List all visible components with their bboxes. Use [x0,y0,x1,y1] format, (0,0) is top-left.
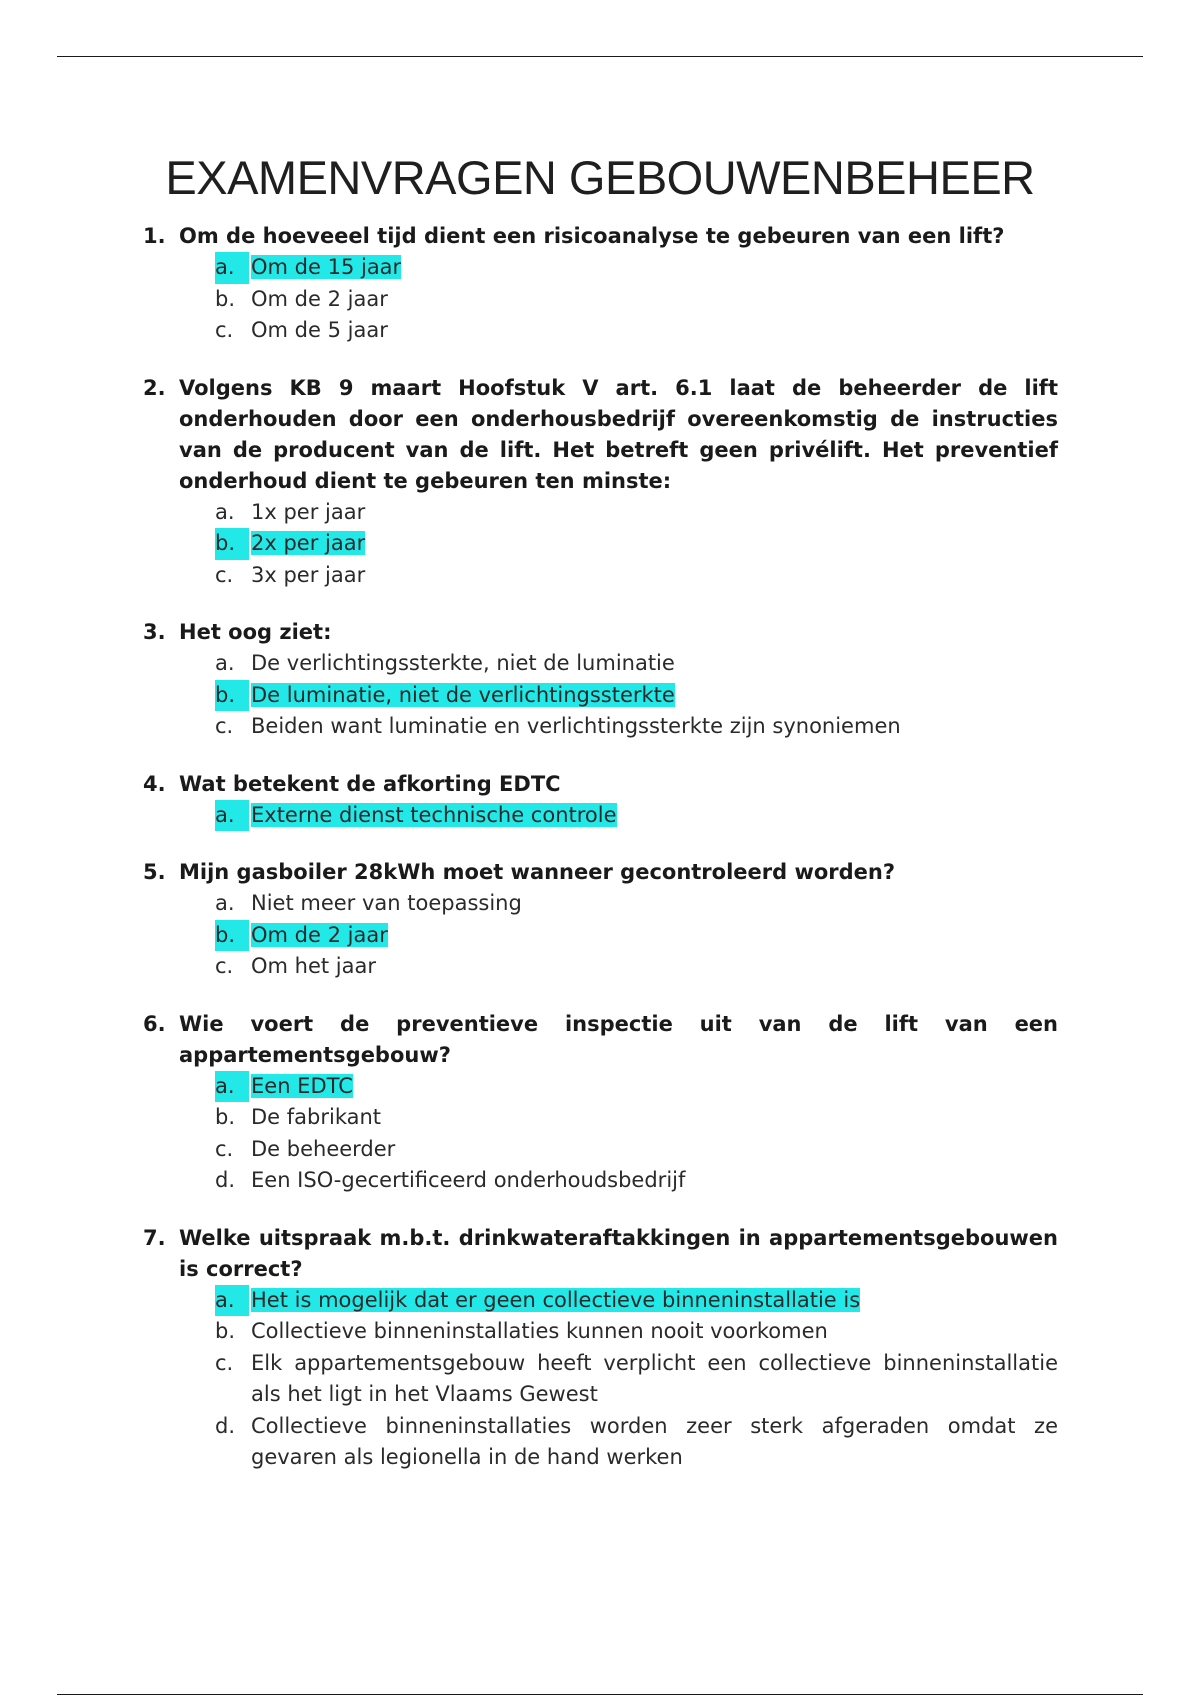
question-number: 3. [143,620,166,644]
question-item [143,1009,1058,1197]
answer-text: 3x per jaar [251,562,366,587]
question-text: Volgens KB 9 maart Hoofstuk V art. 6.1 laat de beheerder de lift onderhouden door een onderhousbedrijf overeenkomstig de instructies van de producent van de lift. Het betreft geen privélift. Het preventief onderhoud dient te gebeuren ten minste: [179,375,1058,493]
answer-letter: c. [215,714,234,738]
answer-text: Om het jaar [251,954,377,978]
answer-letter: a. [215,800,249,832]
answer-list [179,1071,1058,1197]
answer-letter: d. [215,1168,236,1192]
answer-letter: c. [215,562,234,587]
question-number: 4. [143,771,166,796]
answer-text: De luminatie, niet de verlichtingssterkte [251,682,675,707]
answer-option [215,648,1058,680]
answer-letter: a. [215,891,235,915]
question-item [143,769,1058,832]
answer-letter: c. [215,1136,234,1161]
answer-option [215,1316,1058,1348]
question-item [143,221,1058,347]
question-number: 5. [143,860,166,884]
answer-option [215,1165,1058,1197]
answer-list [179,800,1058,832]
question-text: Wat betekent de afkorting EDTC [179,771,561,796]
question-text: Het oog ziet: [179,620,332,644]
answer-text: De beheerder [251,1136,396,1161]
answer-option [215,497,1058,529]
answer-text: Een ISO-gecertificeerd onderhoudsbedrijf [251,1168,686,1192]
answer-option [215,560,1058,592]
answer-text: Om de 15 jaar [251,255,402,279]
answer-text: Niet meer van toepassing [251,891,522,915]
answer-option [215,1411,1058,1474]
answer-option [215,888,1058,920]
answer-text: Om de 2 jaar [251,922,388,947]
answer-letter: d. [215,1413,236,1438]
question-list [143,221,1058,1500]
answer-option [215,1348,1058,1411]
question-item [143,1223,1058,1474]
answer-text: Om de 2 jaar [251,286,388,311]
answer-letter: a. [215,252,249,284]
answer-text: De verlichtingssterkte, niet de luminatie [251,651,675,675]
answer-list [179,888,1058,983]
question-text: Welke uitspraak m.b.t. drinkwateraftakkingen in appartementsgebouwen is correct? [179,1225,1058,1281]
answer-option [215,951,1058,983]
answer-list [179,497,1058,592]
answer-option-correct [215,1285,1058,1317]
answer-text: 2x per jaar [251,531,366,555]
answer-list [179,1285,1058,1474]
answer-option-correct [215,920,1058,952]
answer-letter: b. [215,528,249,560]
question-text: Mijn gasboiler 28kWh moet wanneer gecontroleerd worden? [179,860,896,884]
answer-letter: a. [215,651,235,675]
answer-text: Externe dienst technische controle [251,802,617,827]
question-number: 2. [143,375,166,400]
answer-letter: c. [215,318,234,342]
answer-option-correct [215,800,1058,832]
question-number: 1. [143,224,166,248]
question-number: 6. [143,1011,166,1036]
answer-list [179,252,1058,347]
answer-text: Het is mogelijk dat er geen collectieve binneninstallatie is [251,1287,861,1312]
answer-text: 1x per jaar [251,499,366,524]
question-text: Om de hoeveeel tijd dient een risicoanalyse te gebeuren van een lift? [179,224,1005,248]
answer-option [215,1134,1058,1166]
answer-letter: a. [215,1285,249,1317]
answer-text: Elk appartementsgebouw heeft verplicht een collectieve binneninstallatie als het ligt in het Vlaams Gewest [251,1350,1058,1406]
answer-option [215,711,1058,743]
answer-letter: b. [215,680,249,712]
answer-text: Collectieve binneninstallaties kunnen nooit voorkomen [251,1319,828,1343]
answer-letter: b. [215,1319,236,1343]
answer-text: Beiden want luminatie en verlichtingssterkte zijn synoniemen [251,714,901,738]
answer-letter: b. [215,1105,236,1129]
answer-letter: a. [215,1071,249,1103]
answer-text: Een EDTC [251,1073,353,1098]
answer-letter: a. [215,499,235,524]
answer-option [215,315,1058,347]
page-title: EXAMENVRAGEN GEBOUWENBEHEER [165,151,1035,204]
answer-letter: c. [215,954,234,978]
answer-option [215,284,1058,316]
answer-text: Om de 5 jaar [251,318,388,342]
question-item [143,857,1058,983]
answer-option-correct [215,680,1058,712]
question-item [143,373,1058,592]
header-rule [57,56,1143,57]
answer-list [179,648,1058,743]
answer-text: De fabrikant [251,1105,382,1129]
answer-option [215,1102,1058,1134]
question-text: Wie voert de preventieve inspectie uit van de lift van een appartementsgebouw? [179,1011,1058,1067]
answer-letter: c. [215,1350,234,1375]
answer-letter: b. [215,286,236,311]
question-number: 7. [143,1225,166,1250]
answer-letter: b. [215,920,249,952]
answer-text: Collectieve binneninstallaties worden zeer sterk afgeraden omdat ze gevaren als legionella in de hand werken [251,1413,1058,1469]
answer-option-correct [215,1071,1058,1103]
answer-option-correct [215,252,1058,284]
question-item [143,617,1058,743]
answer-option-correct [215,528,1058,560]
footer-rule [57,1694,1143,1695]
